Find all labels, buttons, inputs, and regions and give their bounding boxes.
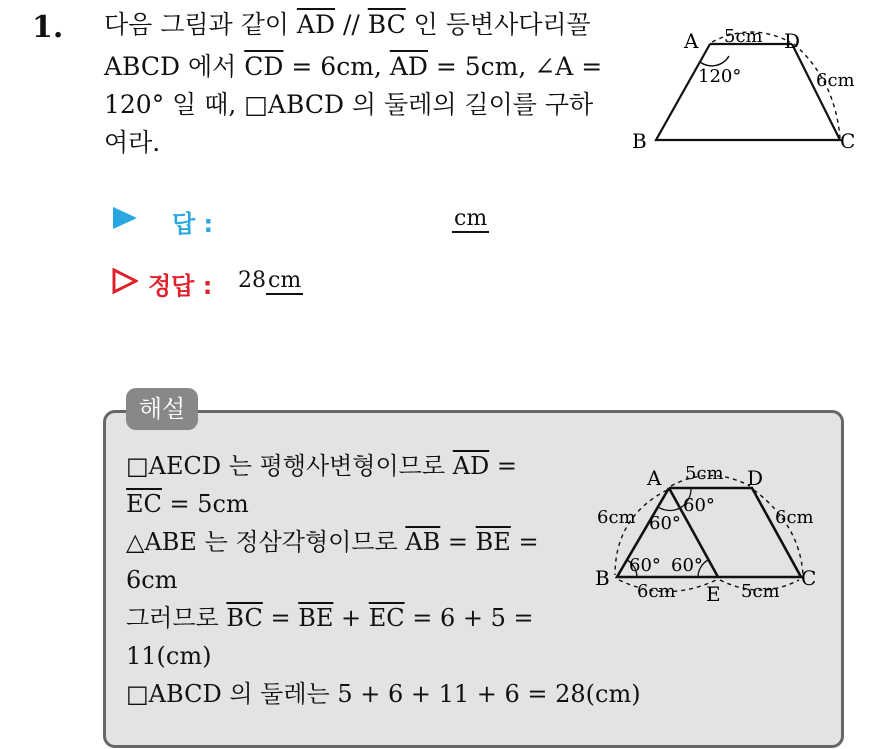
label-cd-length: 6cm (775, 507, 814, 528)
explanation-line-1: □AECD 는 평행사변형이므로 $\overline{AD}$ = (126, 452, 518, 480)
trapezoid-outline (656, 44, 840, 140)
vertex-a: A (647, 466, 662, 490)
label-ab-length: 6cm (597, 507, 636, 528)
correct-answer-label: 정답 : (148, 272, 213, 300)
label-angle-b: 60° (629, 555, 661, 576)
vertex-d: D (747, 466, 764, 490)
answer-arrow-icon (112, 206, 138, 230)
correct-answer-arrow-icon (112, 268, 138, 294)
vertex-a: A (684, 29, 699, 53)
vertex-c: C (801, 566, 817, 590)
correct-answer-value-row (238, 268, 303, 293)
label-ad-length: 5cm (685, 463, 724, 484)
correct-answer-value: 28 (238, 268, 266, 293)
parallelogram-figure (585, 455, 835, 610)
question-number: 1. (32, 10, 64, 45)
explanation-line-7: □ABCD 의 둘레는 5 + 6 + 11 + 6 = 28(cm) (126, 680, 641, 708)
label-be-length: 6cm (637, 581, 676, 602)
label-angle-a-right: 60° (683, 495, 715, 516)
explanation-line-3: △ABE 는 정삼각형이므로 $\overline{AB} = \overline{BE}$ = (126, 528, 539, 556)
label-angle-e: 60° (671, 555, 703, 576)
question-line-4: 여라. (104, 128, 161, 157)
answer-unit: cm (454, 206, 488, 231)
explanation-line-2: $\overline{EC} = 5cm$ (126, 490, 249, 518)
explanation-line-4: 6cm (126, 566, 178, 594)
explanation-line-6: 11(cm) (126, 642, 212, 670)
label-cd-length: 6cm (816, 70, 855, 91)
vertex-c: C (840, 129, 856, 153)
question-line-1: 다음 그림과 같이 $\overline{AD} // \overline{BC}$ 인 등변사다리꼴 (104, 10, 591, 39)
label-ec-length: 5cm (741, 581, 780, 602)
explanation-line-5: 그러므로 $\overline{BC} = \overline{BE} + \overline{EC} = 6 + 5$ = (126, 604, 534, 632)
label-angle-a: 120° (698, 66, 742, 87)
angle-a-left-arc (658, 507, 680, 510)
vertex-b: B (595, 566, 610, 590)
label-ad-length: 5cm (724, 26, 763, 47)
vertex-b: B (632, 129, 647, 153)
vertex-d: D (784, 29, 801, 53)
label-angle-a-left: 60° (649, 513, 681, 534)
correct-answer-unit: cm (268, 268, 302, 293)
question-line-3: 120° 일 때, □ABCD 의 둘레의 길이를 구하 (104, 90, 594, 119)
explanation-tag: 해설 (126, 388, 198, 430)
answer-label: 답 : (172, 210, 214, 238)
question-line-2: ABCD 에서 $\overline{CD} = 6cm$, $\overline{AD} = 5cm$, ∠A = (104, 52, 603, 81)
angle-a-arc (700, 56, 729, 66)
trapezoid-figure (620, 20, 870, 160)
vertex-e: E (706, 582, 721, 606)
answer-input[interactable] (452, 206, 489, 231)
